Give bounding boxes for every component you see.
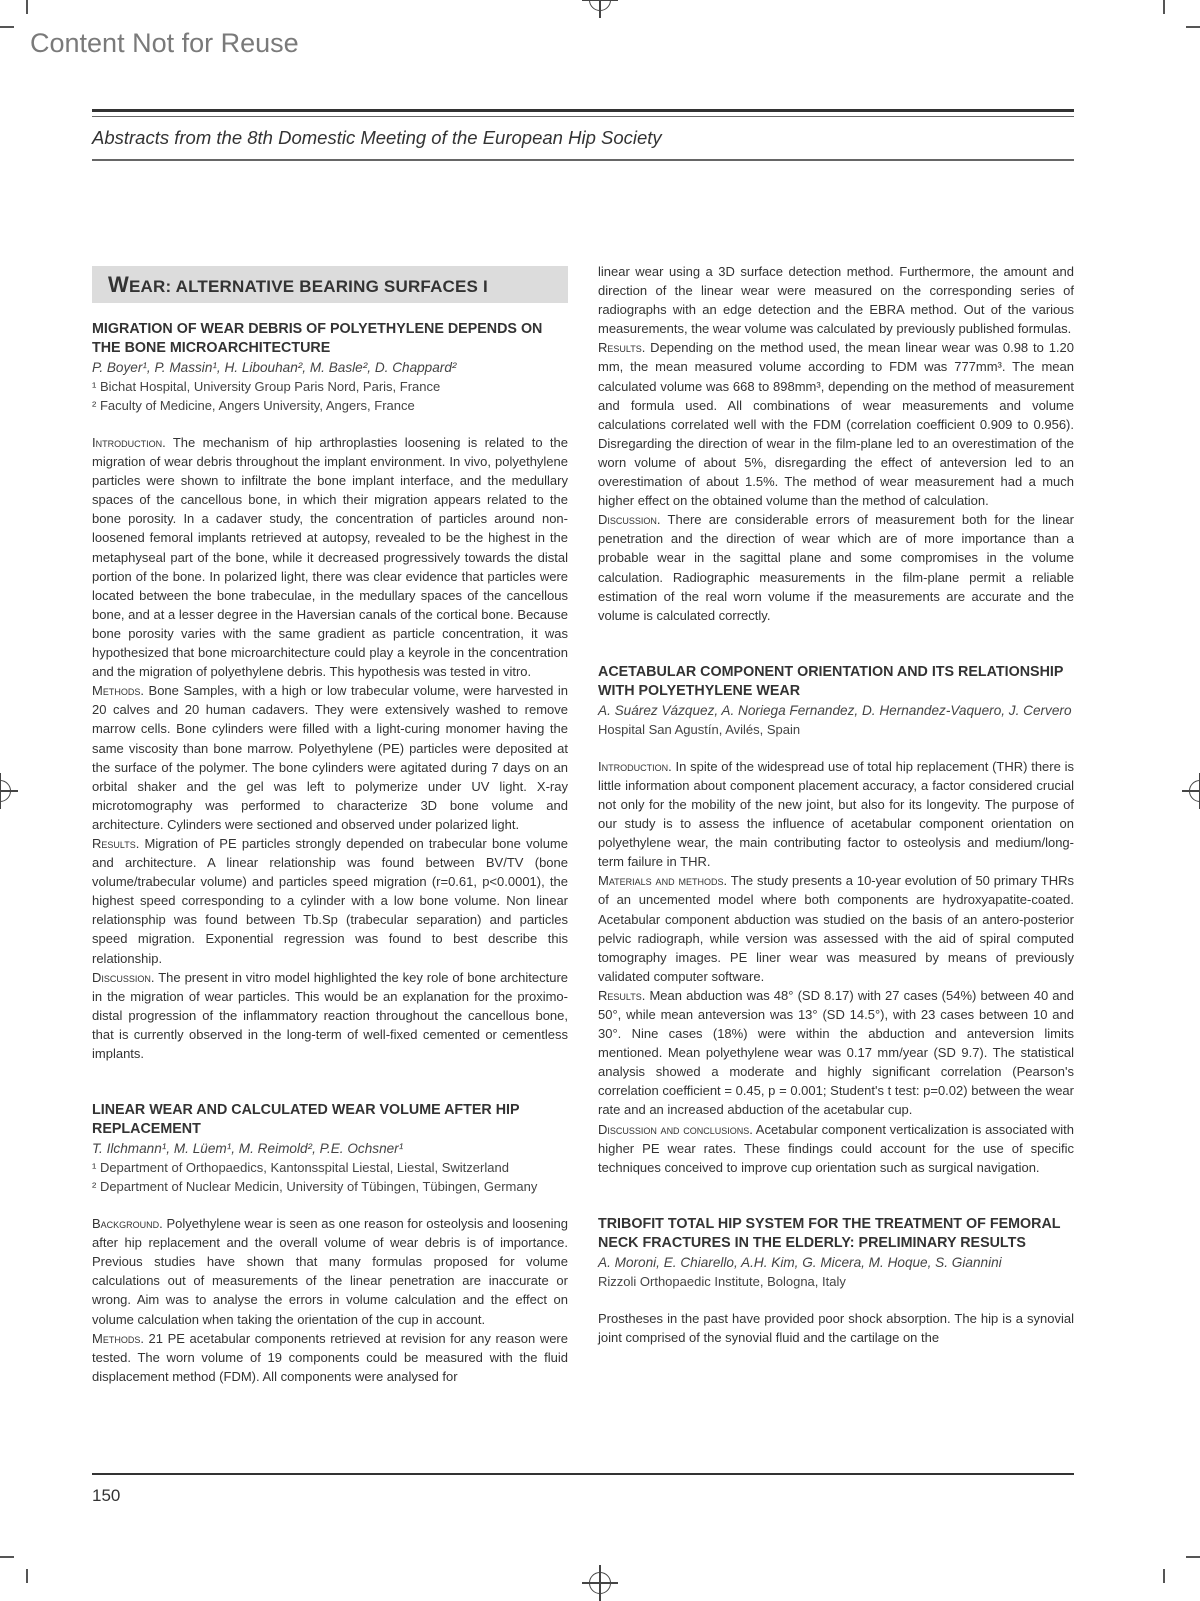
article-authors: A. Suárez Vázquez, A. Noriega Fernandez, D. Hernandez-Vaquero, J. Cervero	[598, 702, 1072, 718]
registration-mark-icon	[589, 1572, 611, 1594]
left-column	[92, 262, 568, 1386]
abstract-paragraph: Discussion. There are considerable errors of measurement both for the linear penetration and the direction of wear which are of more importance than a probable wear in the sagittal plane and some compromises in the volume calculation. Radiographic measurements in the film-plane permit a reliable estimation of the real worn volume if the measurements are accurate and the volume is calculated correctly.	[598, 512, 1074, 623]
article-affiliation: Hospital San Agustín, Avilés, Spain	[598, 721, 801, 737]
registration-mark-icon	[589, 0, 611, 11]
abstract-paragraph: Methods. 21 PE acetabular components retrieved at revision for any reason were tested. The worn volume of 19 components could be measured with the fluid displacement method (FDM). All components were analysed for	[92, 1330, 568, 1384]
page-number: 150	[92, 1486, 121, 1505]
article-authors: A. Moroni, E. Chiarello, A.H. Kim, G. Micera, M. Hoque, S. Giannini	[598, 1254, 1002, 1270]
article	[598, 663, 1074, 1177]
article-title: TRIBOFIT TOTAL HIP SYSTEM FOR THE TREATMENT OF FEMORAL NECK FRACTURES IN THE ELDERLY: PRELIMINARY RESULTS	[598, 1215, 1061, 1251]
crop-mark	[26, 1569, 28, 1583]
crop-mark	[1163, 0, 1165, 14]
article-authors: T. Ilchmann¹, M. Lüem¹, M. Reimold², P.E. Ochsner¹	[92, 1141, 404, 1157]
article	[92, 1101, 568, 1386]
registration-mark-icon	[0, 780, 11, 802]
abstract-paragraph: Results. Depending on the method used, the mean linear wear was 0.98 to 1.20 mm, the mean measured volume according to FDM was 777mm³. The mean calculated volume was 668 to 898mm³, depending on the method of measurement and formula used. All combinations of wear measurements and volume calculations correlated well with the FDM (correlation coefficient 0.909 to 0.956). Disregarding the direction of wear in the film-plane led to an overestimation of the worn volume of about 5%, disregarding the effect of anteversion led to an overestimation of about 1.5%. The method of wear measurement had a much higher effect on the obtained volume than the method of calculation.	[598, 340, 1074, 509]
crop-mark	[1163, 1569, 1165, 1583]
article-continuation	[598, 262, 1074, 625]
journal-header: Abstracts from the 8th Domestic Meeting of the European Hip Society	[92, 127, 662, 148]
article-affiliation: Rizzoli Orthopaedic Institute, Bologna, Italy	[598, 1273, 846, 1289]
article-affiliation: ¹ Department of Orthopaedics, Kantonsspital Liestal, Liestal, Switzerland	[92, 1160, 509, 1176]
article	[92, 320, 568, 1063]
footer-rule	[92, 1473, 1074, 1475]
abstract-paragraph: Discussion and conclusions. Acetabular component verticalization is associated with higher PE wear rates. These findings could account for the use of specific techniques conceived to improve cup orientation such as surgical navigation.	[598, 1121, 1074, 1175]
registration-mark-icon	[1189, 780, 1200, 802]
article-title: LINEAR WEAR AND CALCULATED WEAR VOLUME AFTER HIP REPLACEMENT	[92, 1102, 520, 1138]
crop-mark	[26, 0, 28, 14]
watermark: Content Not for Reuse	[30, 28, 299, 58]
article-affiliation: ² Faculty of Medicine, Angers University, Angers, France	[92, 398, 415, 413]
abstract-paragraph: Materials and methods. The study presents a 10-year evolution of 50 primary THRs of an uncemented model where both components are hydroxyapatite-coated. Acetabular component abduction was studied on the basis of an antero-posterior pelvic radiograph, while version was assessed with the aid of spiral computed tomography images. PE liner wear was measured by means of previously validated computer software.	[598, 873, 1075, 984]
header-rule-thick	[92, 109, 1074, 112]
crop-mark	[0, 1556, 14, 1558]
header-rule-bottom	[92, 159, 1074, 161]
section-banner: WEAR: ALTERNATIVE BEARING SURFACES I	[92, 266, 568, 303]
abstract-paragraph: Background. Polyethylene wear is seen as one reason for osteolysis and loosening after hip replacement and the overall volume of wear debris is of importance. Previous studies have shown that many formulas proposed for volume calculations out of measurements of the linear penetration are inaccurate or wrong. Aim was to analyse the errors in volume calculation and the effect on volume calculation when taking the orientation of the cup in account.	[92, 1216, 568, 1327]
article-title: MIGRATION OF WEAR DEBRIS OF POLYETHYLENE DEPENDS ON THE BONE MICROARCHITECTURE	[92, 321, 543, 356]
right-column	[598, 262, 1074, 1347]
crop-mark	[0, 26, 14, 28]
crop-mark	[1186, 1556, 1200, 1558]
crop-mark	[1186, 26, 1200, 28]
abstract-paragraph: Results. Mean abduction was 48° (SD 8.17) with 27 cases (54%) between 40 and 50°, while mean anteversion was 13° (SD 14.5°), with 23 cases between 10 and 30°. Nine cases (18%) were within the abduction and anteversion limits mentioned. Mean polyethylene wear was 0.17 mm/year (SD 9.7). The statistical analysis showed a moderate and highly significant correlation (Pearson's correlation coefficient = 0.45, p = 0.001; Student's t test: p=0.02) between the wear rate and an increased abduction of the acetabular cup.	[598, 987, 1074, 1118]
abstract-paragraph: Methods. Bone Samples, with a high or low trabecular volume, were harvested in 20 calves and 20 human cadavers. They were extensively washed to remove marrow cells. Bone cylinders were filled with a light-curing monomer having the same viscosity than bone marrow. Polyethylene (PE) particles were deposited at the surface of the polymer. The bone cylinders were agitated during 7 days on an orbital shaker and the gel was left to polymerize under UV light. X-ray microtomography was performed to characterize 3D bone volume and architecture. Cylinders were sectioned and observed under polarized light.	[92, 683, 568, 832]
abstract-paragraph: Introduction. In spite of the widespread use of total hip replacement (THR) there is little information about component placement accuracy, a factor considered crucial not only for the mobility of the new joint, but also for its longevity. The purpose of our study is to assess the influence of acetabular component orientation on polyethylene wear, the main contributing factor to osteolysis and medium/long-term failure in THR.	[598, 758, 1074, 870]
article-affiliation: ² Department of Nuclear Medicin, University of Tübingen, Tübingen, Germany	[92, 1179, 538, 1195]
abstract-paragraph: Results. Migration of PE particles strongly depended on trabecular bone volume and architecture. A linear relationship was found between BV/TV (bone volume/trabecular volume) and particles speed migration (r=0.61, p<0.0001), the highest speed corresponding to a cylinder with a low bone volume. Non linear relationsphip was found between Tb.Sp (trabecular separation) and particles speed migration. Exponential regression was found to best describe this relationship.	[92, 835, 568, 966]
article-authors: P. Boyer¹, P. Massin¹, H. Libouhan², M. Basle², D. Chappard²	[92, 360, 457, 375]
article	[598, 1215, 1074, 1347]
abstract-paragraph: Prostheses in the past have provided poor shock absorption. The hip is a synovial joint comprised of the synovial fluid and the cartilage on the	[598, 1310, 1074, 1345]
article-title: ACETABULAR COMPONENT ORIENTATION AND ITS RELATIONSHIP WITH POLYETHYLENE WEAR	[598, 663, 1064, 699]
abstract-paragraph: Introduction. The mechanism of hip arthroplasties loosening is related to the migration of wear debris throughout the implant environment. In vivo, polyethylene particles were shown to infiltrate the bone implant interface, and the medullary spaces of the cancellous bone, in which their migration appears related to the bone porosity. In a cadaver study, the concentration of particles around non-loosened femoral implants retrieved at autopsy, revealed to be the highest in the metaphyseal part of the bone, while it decreased progressively towards the distal portion of the bone. In polarized light, there was clear evidence that particles were located between the bone trabeculae, in the medullary spaces of the cancellous bone, and at a lesser degree in the Haversian canals of the cortical bone. Because bone porosity varies with the same gradient as particle concentration, it was hypothesized that bone microarchitecture could play a keyrole in the concentration and the migration of polyethylene debris. This hypothesis was tested in vitro.	[92, 435, 568, 680]
article-affiliation: ¹ Bichat Hospital, University Group Paris Nord, Paris, France	[92, 379, 441, 394]
abstract-paragraph: linear wear using a 3D surface detection method. Furthermore, the amount and direction of the linear wear were measured on the corresponding series of radiographs with an edge detection and the EBRA method. Out of the various measurements, the wear volume was calculated by previously published formulas.	[598, 264, 1074, 337]
abstract-paragraph: Discussion. The present in vitro model highlighted the key role of bone architecture in the migration of wear particles. This would be an explanation for the proximo-distal progression of the inflammatory reaction throughout the cancellous bone, that is currently observed in the long-term of well-fixed cemented or cementless implants.	[92, 969, 568, 1061]
header-rule-thin	[92, 116, 1074, 117]
